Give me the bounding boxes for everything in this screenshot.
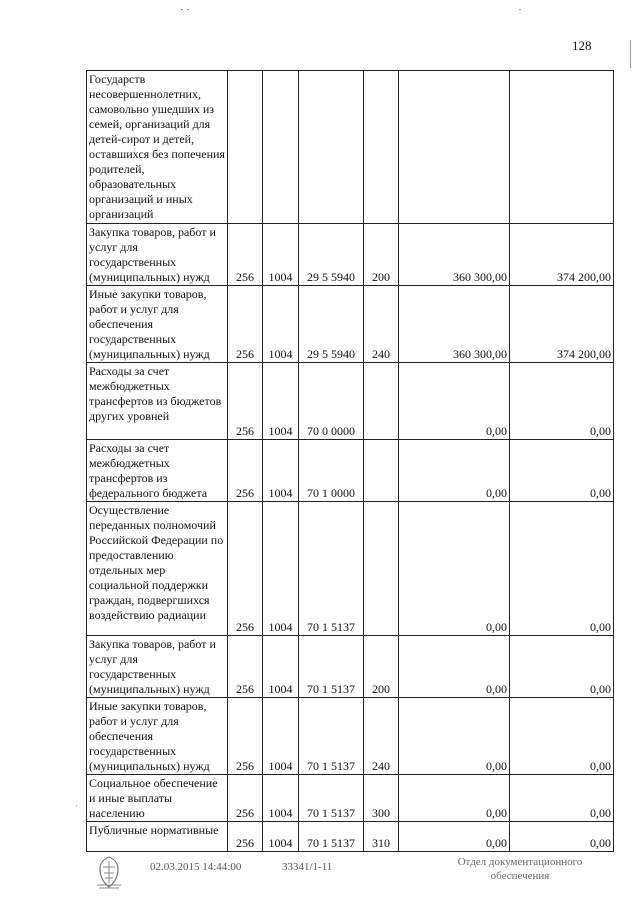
cell-section-code: 1004 <box>263 286 299 363</box>
cell-target-article: 70 0 0000 <box>299 363 364 440</box>
row-name: Закупка товаров, работ и услуг для государственных (муниципальных) нужд <box>87 224 228 286</box>
cell-amount-1: 0,00 <box>399 636 510 698</box>
cell-expense-type: 200 <box>364 224 399 286</box>
cell-expense-type: 240 <box>364 698 399 775</box>
cell-amount-1: 0,00 <box>399 698 510 775</box>
cell-section-code: 1004 <box>263 822 299 852</box>
footer-doc-number: 33341/1-11 <box>282 861 333 873</box>
row-name: Государств несовершеннолетних, самовольно ушедших из семей, организаций для детей-сирот и детей, оставшихся без попечения родителей, образовательных организаций и иных организаций <box>87 71 228 224</box>
cell-amount-2: 0,00 <box>510 440 614 502</box>
table-row <box>87 822 614 852</box>
footer-department-line2: обеспечения <box>490 870 550 882</box>
cell-ministry-code: 256 <box>228 502 263 636</box>
cell-amount-1: 0,00 <box>399 440 510 502</box>
footer-department <box>440 855 600 883</box>
row-name: Осуществление переданных полномочий Российской Федерации по предоставлению отдельных мер социальной поддержки граждан, подвергшихся воздействию радиации <box>87 502 228 636</box>
row-name: Расходы за счет межбюджетных трансфертов из бюджетов других уровней <box>87 363 228 440</box>
cell-section-code: 1004 <box>263 440 299 502</box>
row-name: Закупка товаров, работ и услуг для государственных (муниципальных) нужд <box>87 636 228 698</box>
cell-amount-1: 0,00 <box>399 502 510 636</box>
cell-amount-2: 0,00 <box>510 822 614 852</box>
table-row <box>87 440 614 502</box>
row-name: Публичные нормативные <box>87 822 228 852</box>
cell-target-article <box>299 71 364 224</box>
cell-amount-1: 0,00 <box>399 822 510 852</box>
cell-expense-type <box>364 363 399 440</box>
table-row <box>87 698 614 775</box>
scan-speck <box>181 9 183 10</box>
cell-ministry-code: 256 <box>228 775 263 822</box>
cell-amount-1: 360 300,00 <box>399 224 510 286</box>
cell-ministry-code: 256 <box>228 636 263 698</box>
cell-target-article: 70 1 0000 <box>299 440 364 502</box>
cell-ministry-code: 256 <box>228 822 263 852</box>
cell-target-article: 29 5 5940 <box>299 224 364 286</box>
cell-amount-1: 360 300,00 <box>399 286 510 363</box>
cell-amount-2: 0,00 <box>510 698 614 775</box>
footer-department-line1: Отдел документационного <box>457 856 583 868</box>
cell-target-article: 70 1 5137 <box>299 698 364 775</box>
table-row <box>87 502 614 636</box>
cell-target-article: 70 1 5137 <box>299 636 364 698</box>
cell-amount-2: 0,00 <box>510 636 614 698</box>
row-name: Иные закупки товаров, работ и услуг для обеспечения государственных (муниципальных) нужд <box>87 698 228 775</box>
scan-speck <box>519 9 521 10</box>
cell-section-code: 1004 <box>263 502 299 636</box>
scan-speck <box>630 40 631 68</box>
cell-amount-1: 0,00 <box>399 775 510 822</box>
scan-speck <box>187 9 189 10</box>
cell-target-article: 70 1 5137 <box>299 502 364 636</box>
cell-section-code: 1004 <box>263 636 299 698</box>
cell-amount-2 <box>510 71 614 224</box>
budget-table <box>86 70 614 852</box>
cell-section-code: 1004 <box>263 224 299 286</box>
cell-ministry-code: 256 <box>228 698 263 775</box>
cell-amount-2: 374 200,00 <box>510 224 614 286</box>
cell-amount-2: 374 200,00 <box>510 286 614 363</box>
cell-expense-type: 240 <box>364 286 399 363</box>
cell-amount-1 <box>399 71 510 224</box>
table-row <box>87 363 614 440</box>
cell-section-code: 1004 <box>263 363 299 440</box>
row-name: Иные закупки товаров, работ и услуг для обеспечения государственных (муниципальных) нужд <box>87 286 228 363</box>
footer-timestamp: 02.03.2015 14:44:00 <box>150 861 242 873</box>
table-row <box>87 224 614 286</box>
table-row <box>87 286 614 363</box>
cell-expense-type <box>364 71 399 224</box>
cell-section-code: 1004 <box>263 698 299 775</box>
cell-target-article: 70 1 5137 <box>299 822 364 852</box>
row-name: Социальное обеспечение и иные выплаты населению <box>87 775 228 822</box>
table-row <box>87 636 614 698</box>
page-number: 128 <box>572 38 592 53</box>
cell-target-article: 29 5 5940 <box>299 286 364 363</box>
cell-ministry-code: 256 <box>228 440 263 502</box>
cell-expense-type: 310 <box>364 822 399 852</box>
coat-of-arms-icon <box>94 855 124 889</box>
cell-amount-1: 0,00 <box>399 363 510 440</box>
table-row <box>87 71 614 224</box>
page-footer <box>0 855 640 895</box>
table-row <box>87 775 614 822</box>
cell-expense-type: 300 <box>364 775 399 822</box>
cell-expense-type <box>364 502 399 636</box>
cell-ministry-code <box>228 71 263 224</box>
cell-amount-2: 0,00 <box>510 502 614 636</box>
cell-expense-type: 200 <box>364 636 399 698</box>
cell-ministry-code: 256 <box>228 286 263 363</box>
row-name: Расходы за счет межбюджетных трансфертов из федерального бюджета <box>87 440 228 502</box>
cell-amount-2: 0,00 <box>510 775 614 822</box>
scan-speck <box>76 805 77 806</box>
cell-amount-2: 0,00 <box>510 363 614 440</box>
cell-target-article: 70 1 5137 <box>299 775 364 822</box>
cell-ministry-code: 256 <box>228 224 263 286</box>
cell-section-code: 1004 <box>263 775 299 822</box>
cell-expense-type <box>364 440 399 502</box>
cell-ministry-code: 256 <box>228 363 263 440</box>
cell-section-code <box>263 71 299 224</box>
